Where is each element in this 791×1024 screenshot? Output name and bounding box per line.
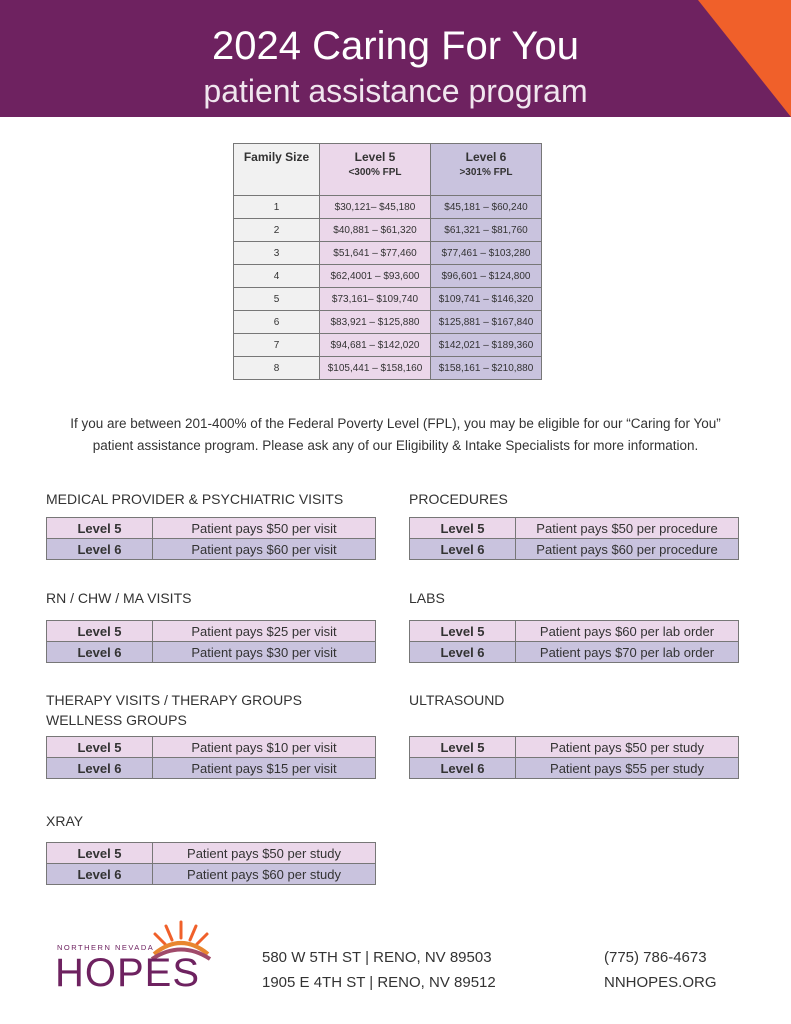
logo-text: HOPES — [55, 951, 201, 995]
table-row: 2 $40,881 – $61,320 $61,321 – $81,760 — [234, 219, 542, 242]
procedures-table: Level 5 Patient pays $50 per procedure Level 6 Patient pays $60 per procedure — [409, 517, 739, 560]
rn-table: Level 5 Patient pays $25 per visit Level 6 Patient pays $30 per visit — [46, 620, 376, 663]
fpl-table — [233, 143, 542, 380]
section-title-rn: RN / CHW / MA VISITS — [46, 590, 192, 606]
section-title-labs: LABS — [409, 590, 445, 606]
table-row: 3 $51,641 – $77,460 $77,461 – $103,280 — [234, 242, 542, 265]
therapy-table: Level 5 Patient pays $10 per visit Level 6 Patient pays $15 per visit — [46, 736, 376, 779]
xray-table: Level 5 Patient pays $50 per study Level 6 Patient pays $60 per study — [46, 842, 376, 885]
hopes-logo — [55, 918, 215, 993]
section-title-procedures: PROCEDURES — [409, 491, 508, 507]
page-subtitle: patient assistance program — [203, 73, 588, 109]
website-link[interactable]: NNHOPES.ORG — [604, 974, 717, 991]
footer-contact — [604, 945, 717, 995]
section-title-ultrasound: ULTRASOUND — [409, 692, 505, 708]
header-level6: Level 6 >301% FPL — [431, 144, 542, 196]
logo-small-text: NORTHERN NEVADA — [57, 943, 155, 952]
header-family-size: Family Size — [234, 144, 320, 196]
table-row: 6 $83,921 – $125,880 $125,881 – $167,840 — [234, 311, 542, 334]
section-title-xray: XRAY — [46, 813, 84, 829]
table-row: 1 $30,121– $45,180 $45,181 – $60,240 — [234, 196, 542, 219]
intro-paragraph: If you are between 201-400% of the Federal Poverty Level (FPL), you may be eligible for our “Caring for You” patient assistance program. Please ask any of our Eligibility & Intake Specialists for more information. — [70, 416, 721, 453]
table-row: 5 $73,161– $109,740 $109,741 – $146,320 — [234, 288, 542, 311]
table-row: 8 $105,441 – $158,160 $158,161 – $210,880 — [234, 357, 542, 380]
ultrasound-table: Level 5 Patient pays $50 per study Level 6 Patient pays $55 per study — [409, 736, 739, 779]
labs-table: Level 5 Patient pays $60 per lab order Level 6 Patient pays $70 per lab order — [409, 620, 739, 663]
phone-number: (775) 786-4673 — [604, 949, 707, 966]
table-row: 4 $62,4001 – $93,600 $96,601 – $124,800 — [234, 265, 542, 288]
address-line-2: 1905 E 4TH ST | RENO, NV 89512 — [262, 974, 496, 991]
medical-table: Level 5 Patient pays $50 per visit Level 6 Patient pays $60 per visit — [46, 517, 376, 560]
header-level5: Level 5 <300% FPL — [320, 144, 431, 196]
section-title-therapy: THERAPY VISITS / THERAPY GROUPS WELLNESS GROUPS — [46, 692, 302, 728]
table-row: 7 $94,681 – $142,020 $142,021 – $189,360 — [234, 334, 542, 357]
section-title-medical: MEDICAL PROVIDER & PSYCHIATRIC VISITS — [46, 491, 344, 507]
page-title: 2024 Caring For You — [212, 24, 579, 68]
address-line-1: 580 W 5TH ST | RENO, NV 89503 — [262, 949, 492, 966]
footer-addresses — [262, 945, 496, 995]
header-banner — [0, 0, 791, 117]
